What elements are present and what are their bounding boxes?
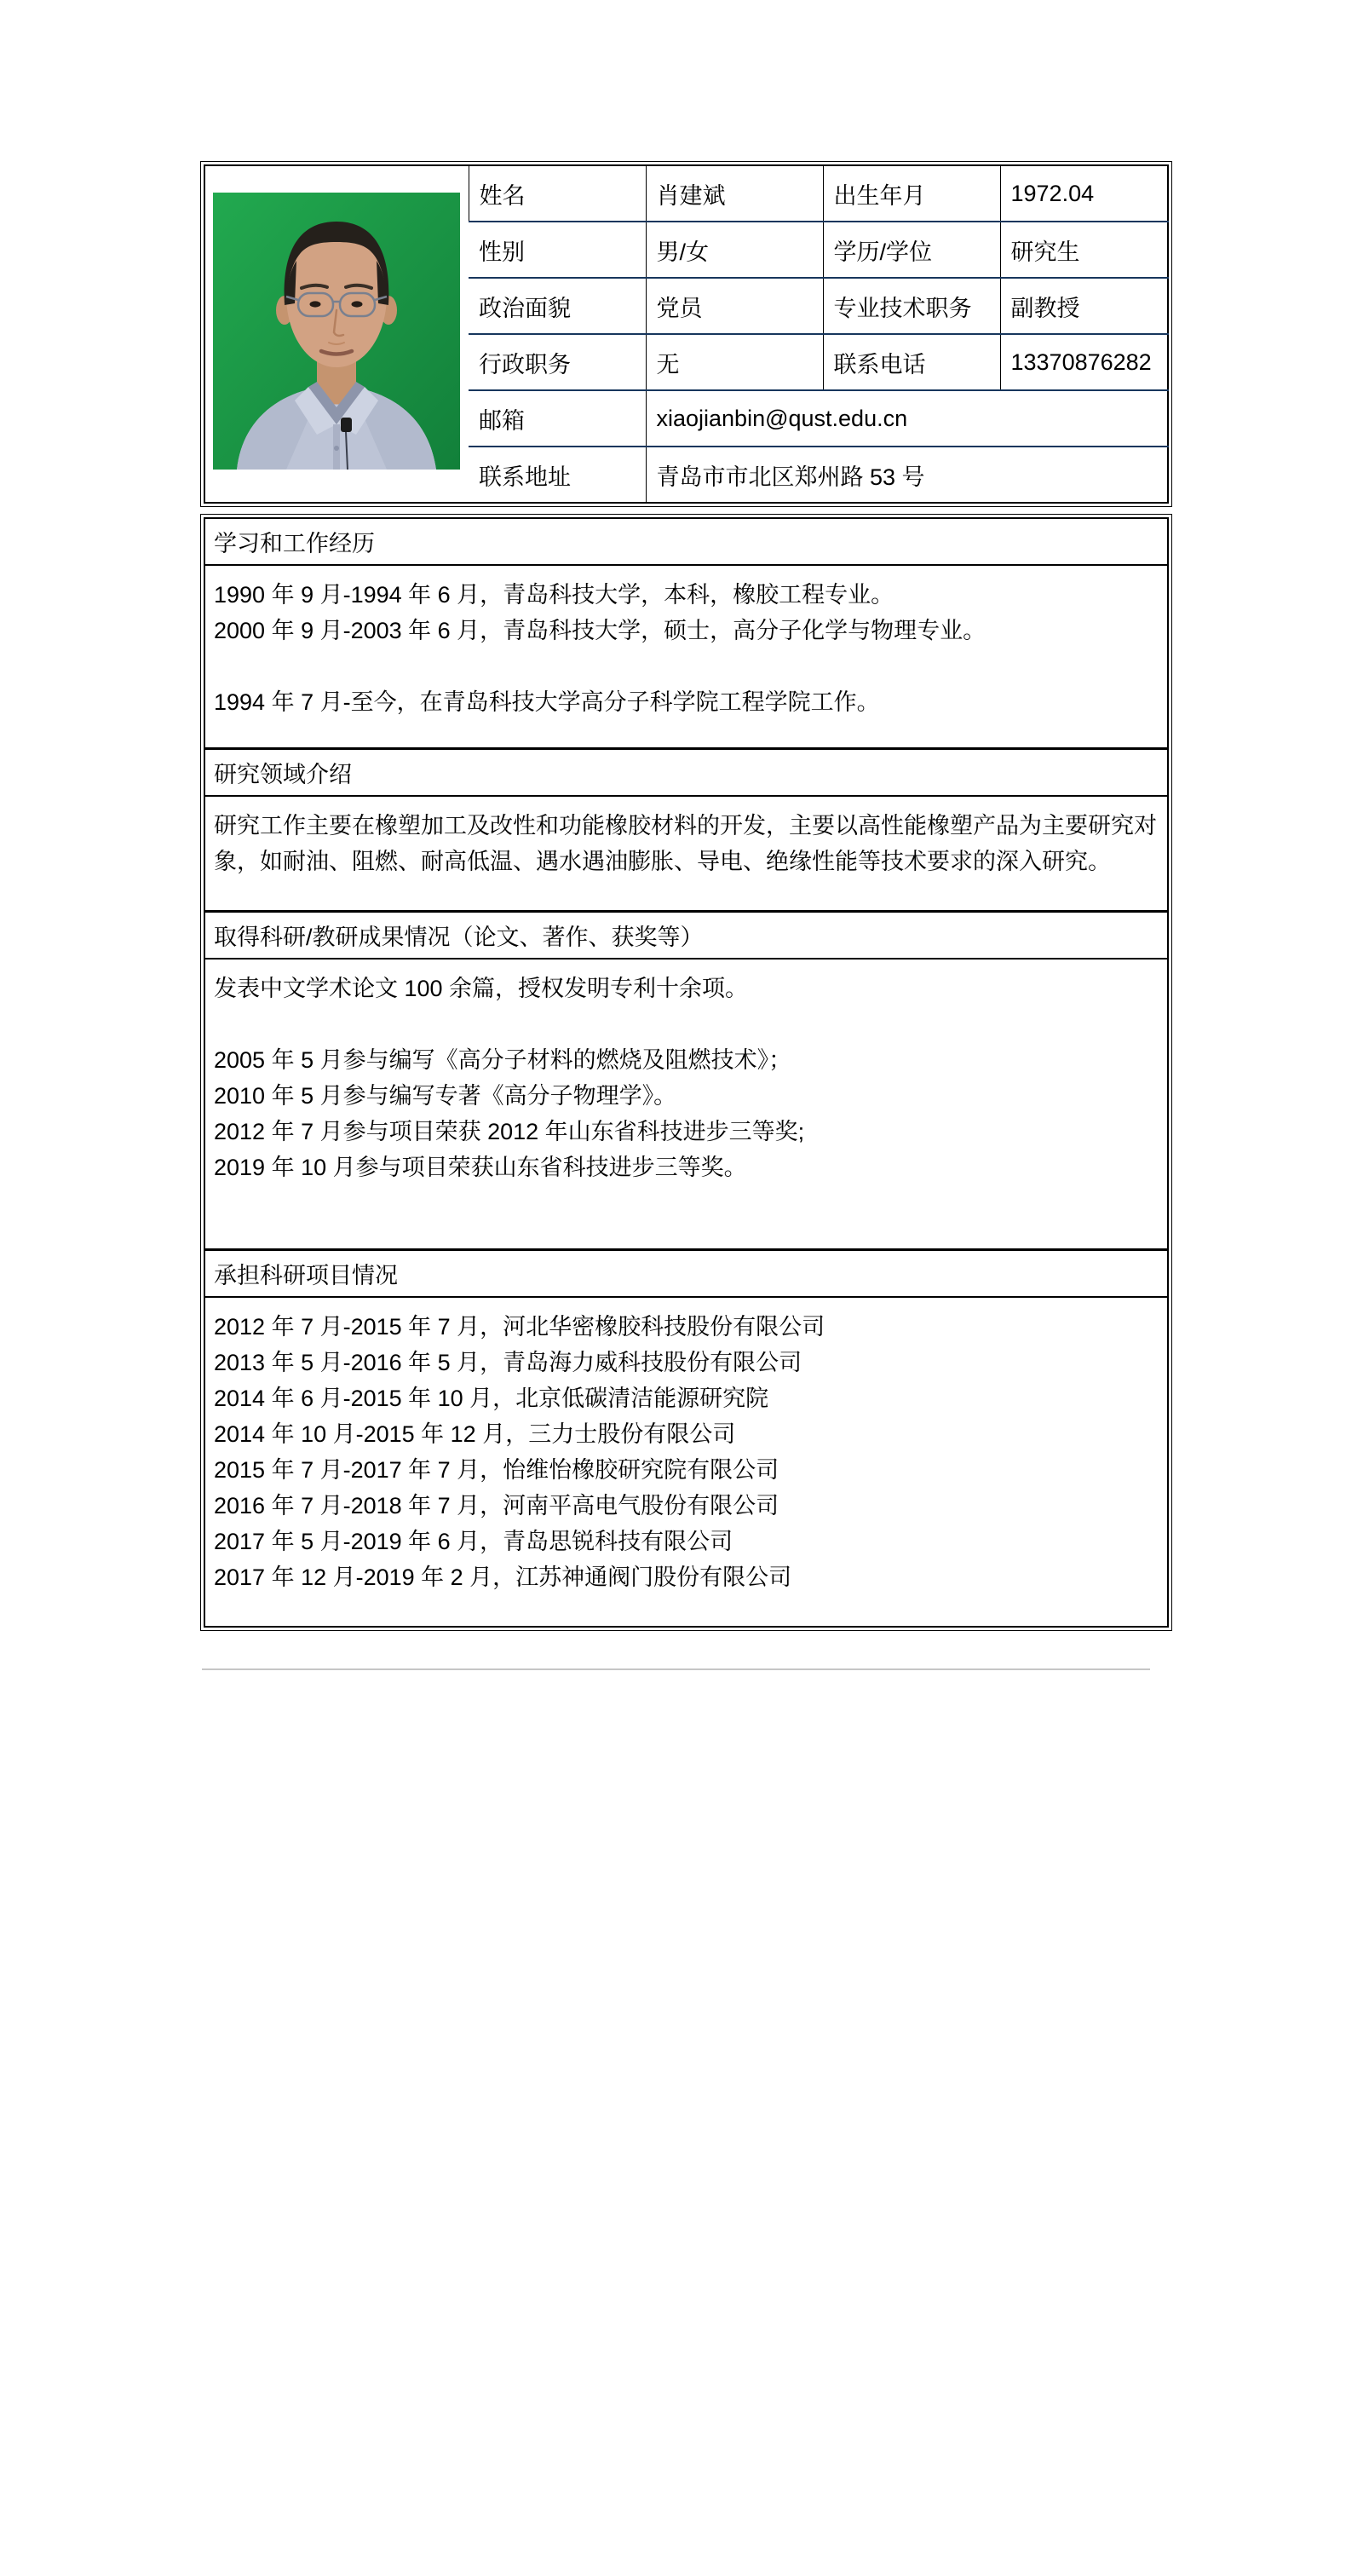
profile-table xyxy=(204,164,1169,504)
text-line: 2000 年 9 月-2003 年 6 月，青岛科技大学，硕士，高分子化学与物理专业。 xyxy=(214,618,986,643)
section-title-research-fields: 研究领域介绍 xyxy=(205,750,1167,797)
text-line: 2019 年 10 月参与项目荣获山东省科技进步三等奖。 xyxy=(214,1155,747,1180)
portrait-photo xyxy=(213,193,460,470)
text-line: 2012 年 7 月-2015 年 7 月，河北华密橡胶科技股份有限公司 xyxy=(214,1314,825,1340)
field-label: 性别 xyxy=(469,222,646,278)
text-line: 2013 年 5 月-2016 年 5 月，青岛海力威科技股份有限公司 xyxy=(214,1350,802,1375)
sections-table-frame xyxy=(200,514,1172,1631)
section-body-research-fields xyxy=(205,797,1167,913)
text-line xyxy=(214,648,1159,684)
field-label: 政治面貌 xyxy=(469,278,646,334)
text-line: 2017 年 5 月-2019 年 6 月，青岛思锐科技有限公司 xyxy=(214,1529,733,1554)
sections-table xyxy=(204,517,1169,1628)
text-line: 2005 年 5 月参与编写《高分子材料的燃烧及阻燃技术》； xyxy=(214,1047,792,1073)
section-body-projects xyxy=(205,1298,1167,1626)
table-row xyxy=(204,165,1168,222)
field-value: 肖建斌 xyxy=(646,165,823,222)
field-label: 学历/学位 xyxy=(823,222,1000,278)
text-line: 2012 年 7 月参与项目荣获 2012 年山东省科技进步三等奖; xyxy=(214,1119,805,1144)
text-line: 2014 年 10 月-2015 年 12 月，三力士股份有限公司 xyxy=(214,1421,736,1447)
field-value-address: 青岛市市北区郑州路 53 号 xyxy=(646,447,1168,503)
field-value: 副教授 xyxy=(1000,278,1168,334)
text-line: 1994 年 7 月-至今，在青岛科技大学高分子科学院工程学院工作。 xyxy=(214,689,880,715)
field-label: 姓名 xyxy=(469,165,646,222)
section-title-education-work: 学习和工作经历 xyxy=(205,519,1167,566)
field-label: 联系电话 xyxy=(823,334,1000,390)
field-value: 党员 xyxy=(646,278,823,334)
field-value: 男/女 xyxy=(646,222,823,278)
field-label: 专业技术职务 xyxy=(823,278,1000,334)
field-label: 邮箱 xyxy=(469,390,646,447)
text-line: 2010 年 5 月参与编写专著《高分子物理学》。 xyxy=(214,1083,677,1109)
field-value-email: xiaojianbin@qust.edu.cn xyxy=(646,390,1168,447)
section-body-achievements xyxy=(205,960,1167,1251)
section-title-achievements: 取得科研/教研成果情况（论文、著作、获奖等） xyxy=(205,913,1167,960)
profile-table-frame xyxy=(200,161,1172,507)
section-title-projects: 承担科研项目情况 xyxy=(205,1251,1167,1298)
text-line xyxy=(214,1006,1159,1042)
text-line: 2015 年 7 月-2017 年 7 月，怡维怡橡胶研究院有限公司 xyxy=(214,1457,779,1483)
field-value: 13370876282 xyxy=(1000,334,1168,390)
section-body-education-work xyxy=(205,566,1167,750)
field-value: 1972.04 xyxy=(1000,165,1168,222)
resume-content xyxy=(200,161,1172,1670)
field-value: 无 xyxy=(646,334,823,390)
text-line: 2016 年 7 月-2018 年 7 月，河南平高电气股份有限公司 xyxy=(214,1493,779,1519)
text-line: 2017 年 12 月-2019 年 2 月，江苏神通阀门股份有限公司 xyxy=(214,1565,792,1590)
text-line: 研究工作主要在橡塑加工及改性和功能橡胶材料的开发，主要以高性能橡塑产品为主要研究对象，如耐油、阻燃、耐高低温、遇水遇油膨胀、导电、绝缘性能等技术要求的深入研究。 xyxy=(214,813,1157,874)
page-bottom-divider xyxy=(202,1668,1150,1670)
text-line: 2014 年 6 月-2015 年 10 月，北京低碳清洁能源研究院 xyxy=(214,1386,769,1411)
photo-cell xyxy=(204,165,469,503)
field-label: 联系地址 xyxy=(469,447,646,503)
text-line: 1990 年 9 月-1994 年 6 月，青岛科技大学，本科，橡胶工程专业。 xyxy=(214,582,894,608)
portrait-photo-image xyxy=(213,193,460,470)
field-label: 行政职务 xyxy=(469,334,646,390)
field-value: 研究生 xyxy=(1000,222,1168,278)
field-label: 出生年月 xyxy=(823,165,1000,222)
text-line: 发表中文学术论文 100 余篇，授权发明专利十余项。 xyxy=(214,976,749,1001)
